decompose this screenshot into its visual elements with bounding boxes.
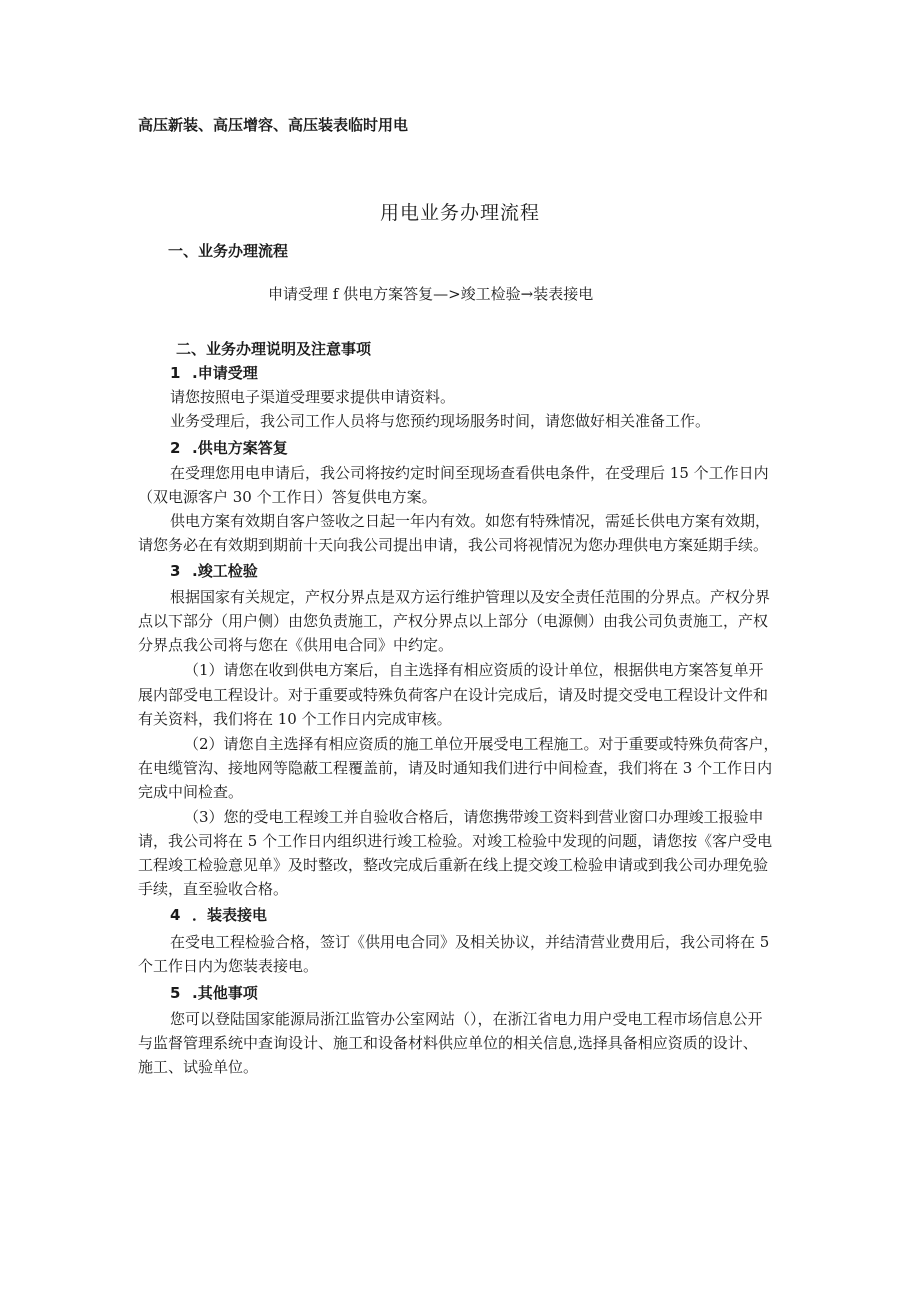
paragraph-line: 工程竣工检验意见单》及时整改，整改完成后重新在线上提交竣工检验申请或到我公司办理免验 (138, 856, 769, 874)
paragraph-line: 个工作日内为您装表接电。 (138, 957, 319, 975)
document-title: 用电业务办理流程 (379, 202, 540, 224)
paragraph-line: 与监督管理系统中查询设计、施工和设备材料供应单位的相关信息,选择具备相应资质的设计、 (138, 1034, 758, 1052)
subsection-heading (170, 560, 258, 581)
paragraph-line: 在电缆管沟、接地网等隐蔽工程覆盖前，请及时通知我们进行中间检查，我们将在 3 个工作日内 (138, 759, 773, 777)
process-flow: 申请受理 f 供电方案答复—>竣工检验→装表接电 (268, 285, 594, 303)
paragraph-line: 根据国家有关规定，产权分界点是双方运行维护管理以及安全责任范围的分界点。产权分界 (170, 588, 771, 606)
subsection-title: .其他事项 (192, 984, 258, 1002)
paragraph-line: （2）请您自主选择有相应资质的施工单位开展受电工程施工。对于重要或特殊负荷客户， (184, 735, 779, 753)
paragraph-line: 您可以登陆国家能源局浙江监管办公室网站（），在浙江省电力用户受电工程市场信息公开 (170, 1010, 763, 1028)
subsection-number: 4 (170, 906, 181, 924)
section-heading-notes: 二、业务办理说明及注意事项 (176, 340, 372, 358)
paragraph-line: 业务受理后，我公司工作人员将与您预约现场服务时间，请您做好相关准备工作。 (170, 412, 711, 430)
document-category: 高压新装、高压增容、高压装表临时用电 (138, 116, 409, 134)
subsection-number: 5 (170, 984, 181, 1002)
paragraph-line: 点以下部分（用户侧）由您负责施工，产权分界点以上部分（电源侧）由我公司负责施工，产权 (138, 612, 769, 630)
paragraph-line: （双电源客户 30 个工作日）答复供电方案。 (138, 488, 437, 506)
paragraph-line: （1）请您在收到供电方案后，自主选择有相应资质的设计单位，根据供电方案答复单开 (184, 661, 764, 679)
subsection-title: .申请受理 (192, 364, 258, 382)
paragraph-line: 请您按照电子渠道受理要求提供申请资料。 (170, 388, 456, 406)
paragraph-line: 在受电工程检验合格，签订《供用电合同》及相关协议，并结清营业费用后，我公司将在 5 (170, 933, 770, 951)
paragraph-line: 有关资料，我们将在 10 个工作日内完成审核。 (138, 710, 452, 728)
subsection-heading (170, 437, 288, 458)
paragraph-line: 手续，直至验收合格。 (138, 880, 289, 898)
subsection-heading (170, 982, 258, 1003)
paragraph-line: 展内部受电工程设计。对于重要或特殊负荷客户在设计完成后，请及时提交受电工程设计文件和 (138, 686, 769, 704)
subsection-title: .竣工检验 (192, 562, 258, 580)
subsection-number: 2 (170, 439, 181, 457)
paragraph-line: 分界点我公司将与您在《供用电合同》中约定。 (138, 636, 454, 654)
subsection-title: .供电方案答复 (192, 439, 288, 457)
subsection-heading (170, 904, 267, 925)
paragraph-line: 完成中间检查。 (138, 783, 244, 801)
subsection-number: 1 (170, 364, 181, 382)
paragraph-line: 施工、试验单位。 (138, 1058, 259, 1076)
paragraph-line: 供电方案有效期自客户签收之日起一年内有效。如您有特殊情况，需延长供电方案有效期， (170, 512, 771, 530)
paragraph-line: 请您务必在有效期到期前十天向我公司提出申请，我公司将视情况为您办理供电方案延期手续。 (138, 536, 769, 554)
subsection-title: ．装表接电 (192, 906, 268, 924)
subsection-heading (170, 362, 258, 383)
paragraph-line: 在受理您用电申请后，我公司将按约定时间至现场查看供电条件，在受理后 15 个工作日内 (170, 464, 769, 482)
paragraph-line: （3）您的受电工程竣工并自验收合格后，请您携带竣工资料到营业窗口办理竣工报验申 (184, 808, 764, 826)
paragraph-line: 请，我公司将在 5 个工作日内组织进行竣工检验。对竣工检验中发现的问题，请您按《客户受电 (138, 832, 773, 850)
section-heading-flow: 一、业务办理流程 (168, 242, 289, 260)
subsection-number: 3 (170, 562, 181, 580)
